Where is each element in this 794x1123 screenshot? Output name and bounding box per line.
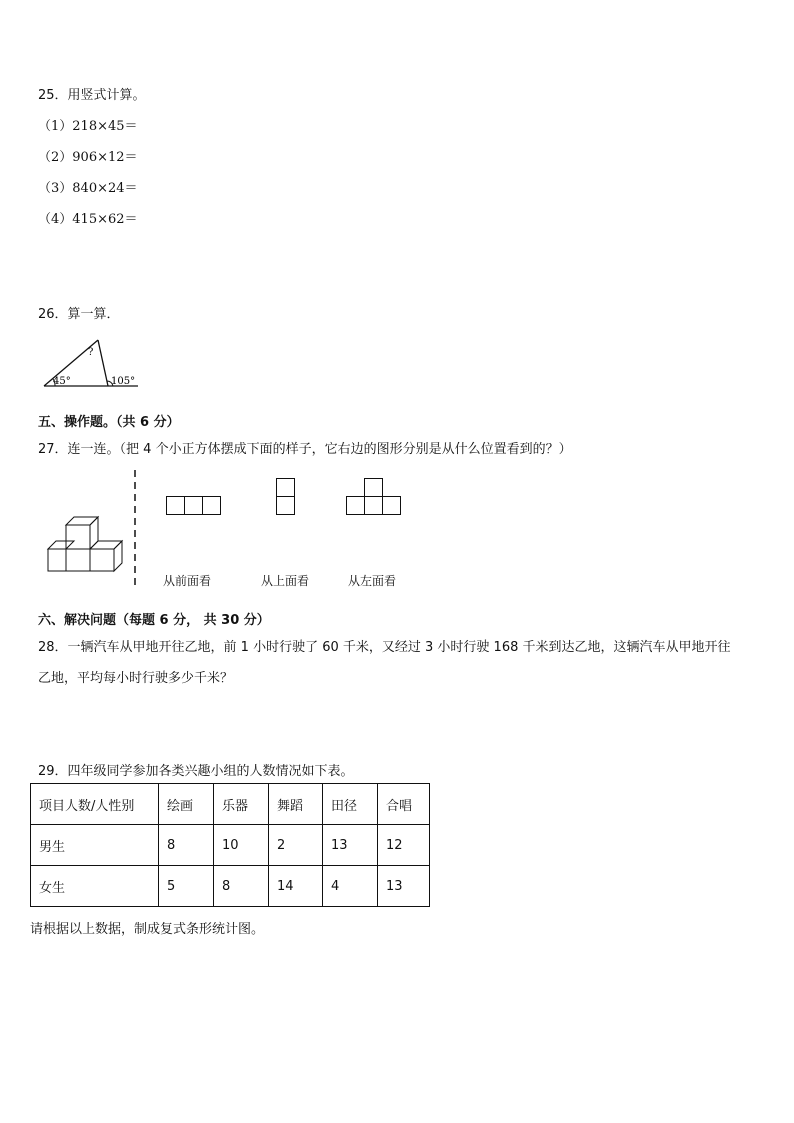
triangle-figure — [40, 336, 140, 392]
table-cell: 5 — [159, 866, 214, 907]
q26-title: 26．算一算． — [38, 307, 120, 322]
table-cell: 8 — [159, 825, 214, 866]
cube-stack-figure — [44, 513, 126, 575]
table-cell: 8 — [214, 866, 269, 907]
q25-title: 25．用竖式计算。 — [38, 88, 146, 103]
view-label-top: 从上面看 — [261, 574, 310, 588]
table-row — [31, 866, 430, 907]
section6-title: 六、解决问题（每题 6 分， 共 30 分） — [38, 613, 270, 628]
table-cell: 13 — [323, 825, 378, 866]
header-cell: 田径 — [323, 784, 378, 825]
angle-45-label: 45° — [53, 376, 71, 387]
q27-title: 27．连一连。（把 4 个小正方体摆成下面的样子，它右边的图形分别是从什么位置看到的？） — [38, 442, 572, 457]
header-cell: 乐器 — [214, 784, 269, 825]
q28-line1: 28．一辆汽车从甲地开往乙地，前 1 小时行驶了 60 千米，又经过 3 小时行驶 168 千米到达乙地，这辆汽车从甲地开往 — [38, 640, 731, 655]
front-view-figure — [166, 496, 222, 516]
table-cell: 12 — [378, 825, 430, 866]
view-label-front: 从前面看 — [163, 574, 212, 588]
q25-item-4: （4）415×62＝ — [38, 212, 138, 227]
table-cell: 10 — [214, 825, 269, 866]
top-view-figure — [276, 478, 296, 516]
view-label-left: 从左面看 — [348, 574, 397, 588]
q29-instruction: 请根据以上数据，制成复式条形统计图。 — [30, 922, 265, 937]
table-cell: 4 — [323, 866, 378, 907]
header-cell: 合唱 — [378, 784, 430, 825]
table-cell: 13 — [378, 866, 430, 907]
table-cell: 女生 — [31, 866, 159, 907]
left-view-figure — [346, 478, 402, 516]
header-cell: 项目人数/人性别 — [31, 784, 159, 825]
angle-105-label: 105° — [111, 376, 136, 387]
q25-item-1: （1）218×45＝ — [38, 119, 138, 134]
table-row — [31, 825, 430, 866]
q25-item-3: （3）840×24＝ — [38, 181, 138, 196]
table-cell: 男生 — [31, 825, 159, 866]
q28-line2: 乙地，平均每小时行驶多少千米？ — [38, 671, 234, 686]
header-cell: 绘画 — [159, 784, 214, 825]
table-header-row — [31, 784, 430, 825]
dashed-divider — [132, 470, 138, 586]
q29-title: 29．四年级同学参加各类兴趣小组的人数情况如下表。 — [38, 764, 354, 779]
table-cell: 2 — [269, 825, 323, 866]
table-cell: 14 — [269, 866, 323, 907]
header-cell: 舞蹈 — [269, 784, 323, 825]
interest-group-table — [30, 783, 430, 907]
angle-unknown-label: ? — [88, 347, 94, 358]
q25-item-2: （2）906×12＝ — [38, 150, 138, 165]
section5-title: 五、操作题。（共 6 分） — [38, 415, 180, 430]
